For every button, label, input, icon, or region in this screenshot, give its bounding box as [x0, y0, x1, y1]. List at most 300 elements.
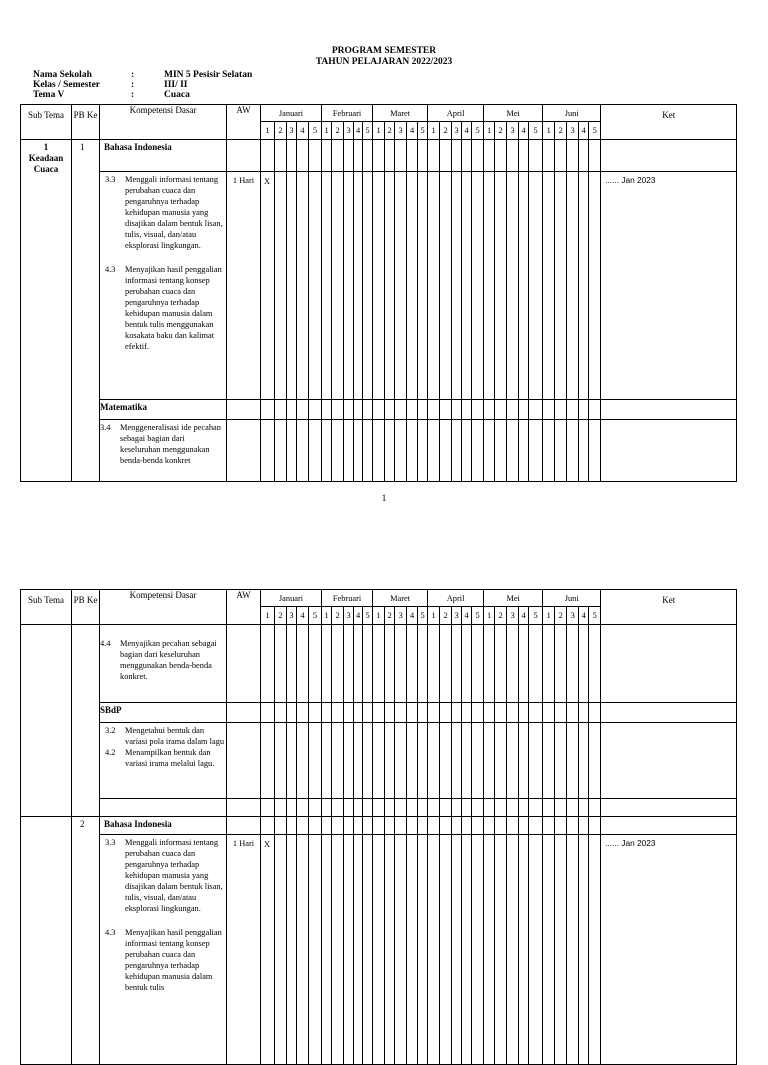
week-cell — [567, 703, 579, 723]
week-cell — [472, 703, 484, 723]
week-cell — [519, 172, 529, 400]
aw-cell — [227, 400, 261, 420]
week-cell — [344, 172, 354, 400]
header-month-februari: Februari — [322, 105, 373, 122]
week-cell — [344, 799, 354, 817]
header-week: 5 — [418, 122, 428, 140]
subtema-cell — [21, 625, 72, 817]
kd-number: 4.3 — [105, 928, 116, 937]
week-cell — [385, 140, 395, 172]
week-cell — [287, 723, 297, 799]
subject-label: Bahasa Indonesia — [100, 817, 227, 835]
week-cell — [385, 703, 395, 723]
header-week: 3 — [507, 122, 519, 140]
kd-cell — [100, 420, 227, 482]
week-cell — [472, 400, 484, 420]
week-cell — [495, 420, 507, 482]
week-cell — [395, 703, 407, 723]
header-week: 5 — [418, 607, 428, 625]
page-number: 1 — [381, 494, 387, 504]
header-week: 2 — [385, 607, 395, 625]
aw-cell — [227, 817, 261, 835]
header-week: 2 — [385, 122, 395, 140]
kd-number: 3.2 — [105, 726, 116, 735]
week-cell — [332, 723, 344, 799]
week-cell — [407, 799, 418, 817]
week-cell — [373, 817, 385, 835]
header-week: 2 — [495, 122, 507, 140]
week-cell — [440, 817, 452, 835]
week-cell — [385, 400, 395, 420]
table-row — [21, 140, 737, 172]
week-cell — [507, 817, 519, 835]
week-cell — [529, 420, 543, 482]
info-label: Tema V — [33, 90, 65, 100]
week-cell — [529, 703, 543, 723]
week-cell — [428, 625, 440, 703]
week-cell — [395, 817, 407, 835]
week-cell — [344, 420, 354, 482]
week-cell — [261, 723, 275, 799]
week-cell — [287, 420, 297, 482]
week-cell — [589, 835, 601, 1065]
week-cell — [385, 172, 395, 400]
week-cell — [507, 799, 519, 817]
table-row — [21, 723, 737, 799]
header-sub-tema: Sub Tema — [21, 105, 72, 140]
week-cell — [418, 625, 428, 703]
week-cell — [567, 835, 579, 1065]
week-cell — [579, 625, 589, 703]
week-cell — [428, 799, 440, 817]
week-cell — [555, 817, 567, 835]
header-pb-ke: PB Ke — [72, 590, 100, 625]
header-week: 3 — [567, 122, 579, 140]
info-row-theme — [33, 90, 252, 100]
week-cell — [385, 835, 395, 1065]
ket-cell — [601, 799, 737, 817]
week-cell — [428, 835, 440, 1065]
week-cell — [555, 172, 567, 400]
header-week: 2 — [495, 607, 507, 625]
week-cell — [261, 420, 275, 482]
week-cell — [428, 420, 440, 482]
week-cell — [567, 172, 579, 400]
week-cell — [440, 140, 452, 172]
week-cell — [385, 723, 395, 799]
week-cell — [395, 723, 407, 799]
week-cell — [354, 172, 363, 400]
week-cell — [261, 140, 275, 172]
header-aw: AW — [227, 590, 261, 625]
header-week: 2 — [440, 122, 452, 140]
week-cell — [275, 420, 287, 482]
week-cell — [484, 799, 495, 817]
week-cell — [395, 400, 407, 420]
header-week: 3 — [507, 607, 519, 625]
week-cell — [462, 817, 472, 835]
week-cell — [507, 835, 519, 1065]
header-week: 3 — [395, 607, 407, 625]
header-week: 1 — [373, 122, 385, 140]
week-cell — [385, 420, 395, 482]
header-week: 5 — [472, 122, 484, 140]
week-cell — [472, 817, 484, 835]
week-cell — [344, 625, 354, 703]
week-cell — [543, 703, 555, 723]
week-cell — [297, 835, 309, 1065]
table-header-row — [21, 590, 737, 607]
week-cell — [529, 400, 543, 420]
ket-cell — [601, 703, 737, 723]
week-cell — [322, 140, 332, 172]
week-cell — [373, 723, 385, 799]
week-cell — [373, 420, 385, 482]
week-cell — [452, 625, 462, 703]
header-ket: Ket — [601, 590, 737, 625]
week-cell — [373, 400, 385, 420]
week-cell — [261, 400, 275, 420]
ket-value: ...... Jan 2023 — [601, 172, 737, 400]
week-cell — [507, 140, 519, 172]
week-cell — [395, 799, 407, 817]
week-cell — [373, 140, 385, 172]
week-cell — [309, 420, 322, 482]
week-cell — [354, 835, 363, 1065]
week-cell — [589, 172, 601, 400]
week-cell — [407, 723, 418, 799]
subtema-name: Keadaan Cuaca — [28, 153, 64, 174]
header-week: 1 — [484, 607, 495, 625]
table-row — [21, 420, 737, 482]
week-cell — [543, 400, 555, 420]
week-cell — [332, 140, 344, 172]
kd-item — [100, 747, 226, 769]
header-kompetensi-dasar: Kompetensi Dasar — [100, 590, 227, 625]
week-cell — [462, 400, 472, 420]
week-cell — [567, 799, 579, 817]
pb-cell: 1 — [72, 140, 100, 482]
aw-cell — [227, 625, 261, 703]
week-cell — [322, 703, 332, 723]
header-week: 4 — [354, 122, 363, 140]
kd-text: Menyajikan pecahan sebagai bagian dari keseluruhan menggunakan benda-benda konkret. — [120, 639, 217, 681]
week-cell — [297, 625, 309, 703]
document-title: PROGRAM SEMESTER — [331, 46, 437, 56]
week-cell — [555, 420, 567, 482]
week-cell — [579, 400, 589, 420]
week-cell — [555, 703, 567, 723]
week-cell — [332, 420, 344, 482]
week-cell — [287, 799, 297, 817]
week-cell — [543, 723, 555, 799]
header-month-januari: Januari — [261, 590, 322, 607]
week-cell — [395, 172, 407, 400]
week-cell — [275, 723, 287, 799]
week-cell — [440, 625, 452, 703]
week-cell — [332, 172, 344, 400]
header-week: 5 — [589, 122, 601, 140]
week-cell — [344, 835, 354, 1065]
program-table-page-2 — [20, 589, 737, 1065]
week-cell — [440, 835, 452, 1065]
aw-cell — [227, 140, 261, 172]
week-cell — [495, 723, 507, 799]
week-cell — [579, 799, 589, 817]
week-cell — [344, 723, 354, 799]
week-cell — [495, 172, 507, 400]
week-cell — [275, 835, 287, 1065]
week-cell — [309, 817, 322, 835]
week-cell — [589, 400, 601, 420]
header-week: 2 — [555, 122, 567, 140]
week-cell — [363, 723, 373, 799]
header-week: 3 — [344, 607, 354, 625]
week-cell — [354, 723, 363, 799]
week-cell — [261, 703, 275, 723]
kd-text: Menampilkan bentuk dan variasi irama melalui lagu. — [125, 748, 215, 768]
week-cell — [529, 835, 543, 1065]
week-cell — [529, 723, 543, 799]
week-cell — [395, 625, 407, 703]
week-cell — [287, 140, 297, 172]
week-cell — [418, 172, 428, 400]
kd-item — [100, 625, 226, 682]
header-week: 3 — [395, 122, 407, 140]
week-cell — [452, 703, 462, 723]
week-cell — [428, 723, 440, 799]
header-kompetensi-dasar: Kompetensi Dasar — [100, 105, 227, 140]
school-info — [33, 70, 252, 100]
week-cell — [363, 420, 373, 482]
header-week: 4 — [519, 122, 529, 140]
header-month-januari: Januari — [261, 105, 322, 122]
week-cell — [344, 400, 354, 420]
week-cell — [332, 703, 344, 723]
week-cell — [529, 172, 543, 400]
week-cell — [297, 140, 309, 172]
document-subtitle: TAHUN PELAJARAN 2022/2023 — [315, 57, 453, 67]
table-row — [21, 400, 737, 420]
week-cell — [507, 420, 519, 482]
week-cell — [495, 799, 507, 817]
header-week: 2 — [275, 122, 287, 140]
table-row — [21, 625, 737, 703]
kd-cell — [100, 172, 227, 400]
week-cell — [472, 799, 484, 817]
week-cell — [418, 817, 428, 835]
week-cell — [363, 625, 373, 703]
week-cell — [373, 625, 385, 703]
kd-cell — [100, 625, 227, 703]
kd-text: Mengetahui bentuk dan variasi pola irama dalam lagu — [125, 726, 225, 746]
week-cell — [472, 172, 484, 400]
week-cell — [555, 625, 567, 703]
week-cell — [261, 817, 275, 835]
pb-cell — [72, 625, 100, 817]
week-cell — [309, 799, 322, 817]
week-cell — [567, 817, 579, 835]
header-week: 3 — [344, 122, 354, 140]
header-week: 4 — [354, 607, 363, 625]
week-cell — [297, 420, 309, 482]
week-cell — [495, 625, 507, 703]
week-cell — [418, 723, 428, 799]
week-cell — [373, 703, 385, 723]
week-cell — [297, 817, 309, 835]
header-month-mei: Mei — [484, 590, 543, 607]
kd-text: Menggeneralisasi ide pecahan sebagai bagian dari keseluruhan menggunakan benda-benda konkret — [120, 423, 221, 465]
header-week: 2 — [555, 607, 567, 625]
week-cell — [462, 625, 472, 703]
week-cell — [418, 703, 428, 723]
header-week: 2 — [332, 607, 344, 625]
week-cell — [373, 172, 385, 400]
week-cell — [275, 799, 287, 817]
header-week: 3 — [287, 607, 297, 625]
header-month-april: April — [428, 105, 484, 122]
week-cell — [507, 625, 519, 703]
week-cell — [567, 140, 579, 172]
week-cell — [484, 140, 495, 172]
week-cell — [462, 799, 472, 817]
week-cell — [462, 703, 472, 723]
week-cell — [579, 420, 589, 482]
week-cell — [297, 400, 309, 420]
week-cell — [519, 799, 529, 817]
week-cell — [363, 799, 373, 817]
aw-value: 1 Hari — [227, 835, 261, 1065]
week-cell — [332, 835, 344, 1065]
kd-text: Menyajikan hasil penggalian informasi tentang konsep perubahan cuaca dan pengaruhnya terhadap kehidupan manusia dalam bentuk tulis — [125, 928, 222, 992]
header-month-februari: Februari — [322, 590, 373, 607]
header-week: 4 — [462, 122, 472, 140]
week-cell — [428, 172, 440, 400]
table-row — [21, 172, 737, 400]
week-cell — [363, 140, 373, 172]
week-cell — [322, 723, 332, 799]
subtema-cell — [21, 140, 72, 482]
week-cell — [495, 400, 507, 420]
week-cell — [452, 835, 462, 1065]
week-cell — [472, 723, 484, 799]
week-cell — [275, 625, 287, 703]
week-cell — [579, 835, 589, 1065]
header-week: 3 — [452, 122, 462, 140]
week-cell — [309, 835, 322, 1065]
kd-item — [100, 262, 226, 352]
week-cell — [322, 799, 332, 817]
week-cell — [332, 799, 344, 817]
week-cell — [440, 703, 452, 723]
header-week: 1 — [543, 122, 555, 140]
ket-cell — [601, 625, 737, 703]
week-cell — [567, 400, 579, 420]
week-cell — [418, 420, 428, 482]
subject-label: Bahasa Indonesia — [100, 140, 227, 172]
week-cell — [287, 400, 297, 420]
week-cell — [484, 723, 495, 799]
week-cell — [309, 703, 322, 723]
week-cell — [354, 420, 363, 482]
week-cell — [519, 400, 529, 420]
header-week: 5 — [363, 607, 373, 625]
week-cell — [589, 703, 601, 723]
week-cell — [344, 817, 354, 835]
header-week: 5 — [529, 607, 543, 625]
header-week: 4 — [297, 607, 309, 625]
table-row — [21, 835, 737, 1065]
week-cell — [407, 420, 418, 482]
week-cell — [354, 817, 363, 835]
week-cell — [275, 817, 287, 835]
header-week: 2 — [275, 607, 287, 625]
week-cell — [297, 723, 309, 799]
header-week: 2 — [440, 607, 452, 625]
kd-item — [100, 835, 226, 914]
header-week: 4 — [579, 607, 589, 625]
week-cell — [395, 835, 407, 1065]
week-cell — [543, 835, 555, 1065]
week-cell — [579, 140, 589, 172]
week-cell — [287, 817, 297, 835]
week-cell — [428, 400, 440, 420]
week-cell — [322, 835, 332, 1065]
week-cell — [407, 172, 418, 400]
week-cell — [428, 703, 440, 723]
kd-text: Menggali informasi tentang perubahan cuaca dan pengaruhnya terhadap kehidupan manusia yang disajikan dalam bentuk lisan, tulis, visual, dan/atau eksplorasi lingkungan. — [125, 838, 223, 913]
week-cell — [440, 172, 452, 400]
header-week: 3 — [567, 607, 579, 625]
header-week: 1 — [428, 122, 440, 140]
pb-cell: 2 — [72, 817, 100, 1065]
header-week: 4 — [579, 122, 589, 140]
week-cell — [332, 625, 344, 703]
week-cell — [543, 140, 555, 172]
kd-cell — [100, 835, 227, 1065]
week-cell — [332, 817, 344, 835]
kd-item — [100, 172, 226, 251]
week-cell — [495, 140, 507, 172]
header-week: 4 — [407, 122, 418, 140]
week-cell — [309, 625, 322, 703]
week-cell — [519, 703, 529, 723]
ket-cell — [601, 400, 737, 420]
header-month-juni: Juni — [543, 590, 601, 607]
week-cell — [297, 799, 309, 817]
week-cell — [363, 703, 373, 723]
week-cell — [543, 817, 555, 835]
week-cell — [418, 140, 428, 172]
week-cell — [507, 723, 519, 799]
kd-number: 3.3 — [105, 175, 116, 184]
week-cell — [507, 703, 519, 723]
week-cell — [579, 703, 589, 723]
kd-item — [100, 723, 226, 747]
week-cell — [462, 835, 472, 1065]
header-week: 1 — [261, 607, 275, 625]
header-week: 5 — [309, 122, 322, 140]
week-cell — [589, 799, 601, 817]
header-week: 5 — [589, 607, 601, 625]
week-cell — [363, 172, 373, 400]
aw-cell — [227, 799, 261, 817]
week-cell — [322, 420, 332, 482]
week-cell — [529, 140, 543, 172]
info-row-school — [33, 70, 252, 80]
week-cell — [507, 172, 519, 400]
week-cell — [407, 835, 418, 1065]
